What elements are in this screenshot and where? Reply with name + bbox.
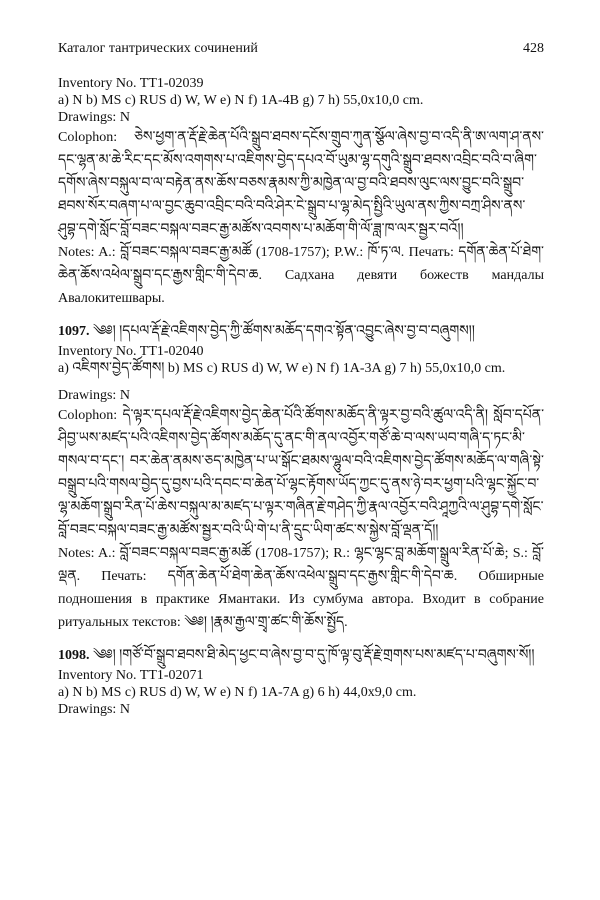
catalog-entry — [58, 644, 544, 718]
entry-title: ༄༅། །གཙོ་བོ་སྒྲུབ་ཐབས་ཐི་མེད་ཕྱང་བ་ཞེས་བྱ་བ་དུ་ཁོ་ལྟ་བུ་རྡོ་རྗེ་གྲགས་པས་མཛད་པ་བཞུགས་སོ།། — [93, 648, 535, 663]
drawings-line: Drawings: N — [58, 702, 130, 717]
running-title: Каталог тантрических сочинений — [58, 41, 258, 56]
drawings-line: Drawings: N — [58, 388, 130, 403]
catalog-entry — [58, 75, 544, 310]
colophon-text: ཅེས་ཕྱག་ན་རྡོ་རྗེ་ཆེན་པོའི་སྒྲུབ་ཐབས་དངོས་གྲུབ་ཀུན་སྩོལ་ཞེས་བྱ་བ་འདི་ནི་ཨ་ལག་ཤ་ནས་དང་ལྷན་མ་ཆེ་རིང་དང་མོས་འགགས་པ་འཇིགས་བྱེད་དཔའ་བོ་ཡུམ་ལྷ་དགུའི་སྒྲུབ་ཐབས་འབྲིང་བའི་བ་ཞིག་དགོས་ཞེས་བསྐུལ་བ་ལ་བརྟེན་ནས་ཆོས་བཅས་རྣམས་ཀྱི་མཁྱེན་ལ་བྱ་བའི་ཐབས་ལུང་ལས་བྱུང་བའི་སྒྲུབ་ཐབས་སོར་བཞག་པ་ལ་བྱང་ཆུབ་འབྲིང་བའི་བའི་ཤེར་ངེ་སྒྲུབ་པ་ལྷ་མེད་སྤྱིའི་ཡུལ་ནས་ཀྱིས་བཀྲ་ཤིས་ནས་ཤུབྷ་དགེ་སློང་བློ་བཟང་བསྐལ་བཟང་རྒྱ་མཚོས་འབགས་པ་མཆོག་གི་ལོ་ཟླ་ཁ་ལར་སྦྱར་བའོ།། — [58, 130, 544, 237]
colophon-label: Colophon: — [58, 130, 118, 145]
entry-heading — [58, 320, 544, 343]
colophon-label: Colophon: — [58, 408, 118, 423]
page-header — [58, 40, 544, 57]
entry-fields: a) N b) MS c) RUS d) W, W e) N f) 1A-4B g) 7 h) 55,0x10,0 cm. — [58, 93, 424, 108]
notes: Notes: A.: བློ་བཟང་བསྐལ་བཟང་རྒྱ་མཚོ (1708-1757); R.: ལྷང་ལྷང་བླ་མཆོག་སྒྲུལ་རིན་པོ་ཆེ; S.: བློ་ལྡན. Печать: དགོན་ཆེན་པོ་ཐེག་ཆེན་ཆོས་འཕེལ་སྒྲུབ་དང་རྒྱས་གླིང་གི་དེབ་ཆ. Обширные подношения в практике Ямантаки. Из сумбума автора. Входит в собрание ритуальных текстов: ༄༅། །རྣམ་རྒྱལ་གྲྭ་ཚང་གི་ཆོས་སྤྱོད. — [58, 546, 544, 630]
catalog-entry — [58, 320, 544, 634]
entry-fields: a) N b) MS c) RUS d) W, W e) N f) 1A-7A g) 6 h) 44,0x9,0 cm. — [58, 685, 417, 700]
colophon — [58, 404, 544, 542]
inventory-number: Inventory No. TT1-02039 — [58, 76, 204, 91]
drawings-line: Drawings: N — [58, 110, 130, 125]
colophon-text: དེ་ལྟར་དཔལ་རྡོ་རྗེ་འཇིགས་བྱེད་ཆེན་པོའི་ཚོགས་མཆོད་ནི་ལྟར་བྱ་བའི་ཚུལ་འདི་ནི། སློབ་དཔོན་ཤིབྱ་ཡས་མཛད་པའི་འཇིགས་བྱེད་ཚོགས་མཆོད་དུ་ནང་གི་ནལ་འབྱོར་གཙོ་ཆེ་བ་ལས་ཡབ་གཞི་ད་ཏང་མི་གསལ་བ་དང་། བར་ཆེན་ནམས་ཅད་མཁྱེན་པ་ཡ་སྒོང་ཐམས་ལྷུལ་བའི་འཇིགས་བྱེད་ཚོགས་མཆོད་ལ་གཞི་སྟེ་བསྒྲུབ་པའི་གསལ་བྱེད་དུ་བྱས་པའི་དབང་བ་ཆེན་པོ་ལྷང་རྟོགས་ཡོད་ཀྱང་དུ་ནས་ཉེ་བར་ཕྱག་པའི་ལྷང་སྐྱོང་བ་ལྷ་མཆོག་སྒྲུབ་རིན་པོ་ཆེས་བསྐུལ་མ་མཛད་པ་ལྟར་གཞིན་རྗེ་གཤེད་ཀྱི་རྣལ་འབྱོར་བའི་ཤཱཀྱའི་ལ་ཤུབྷ་དགེ་སློང་བློ་བཟང་བསྐལ་བཟང་རྒྱ་མཚོས་སྦྱར་བའི་ཡི་གེ་པ་ནི་དྲུང་ཡིག་ཚང་ས་སྐྱེས་བློ་ལྡན་དོ།། — [58, 408, 545, 538]
entry-number: 1097. — [58, 324, 90, 339]
notes: Notes: A.: བློ་བཟང་བསྐལ་བཟང་རྒྱ་མཚོ (1708-1757); P.W.: ཁོ་ཏ་ལ. Печать: དགོན་ཆེན་པོ་ཐེག་ཆེན་ཆོས་འཕེལ་སྒྲུབ་དང་རྒྱས་གླིང་གི་དེབ་ཆ. Садхана девяти божеств мандалы Авалокитешвары. — [58, 245, 544, 306]
colophon — [58, 126, 544, 241]
catalog-page — [58, 40, 544, 718]
inventory-number: Inventory No. TT1-02040 — [58, 344, 204, 359]
entry-heading — [58, 644, 544, 667]
inventory-number: Inventory No. TT1-02071 — [58, 668, 204, 683]
entry-fields: a) འཇིགས་བྱེད་ཚོགས། b) MS c) RUS d) W, W e) N f) 1A-3A g) 7 h) 55,0x10,0 cm. — [58, 361, 506, 376]
entry-number: 1098. — [58, 648, 90, 663]
page-number: 428 — [523, 41, 544, 56]
entry-title: ༄༅། །དཔལ་རྡོ་རྗེ་འཇིགས་བྱེད་ཀྱི་ཚོགས་མཆོད་དགའ་སྟོན་འབྱུང་ཞེས་བྱ་བ་བཞུགས།། — [93, 324, 475, 339]
